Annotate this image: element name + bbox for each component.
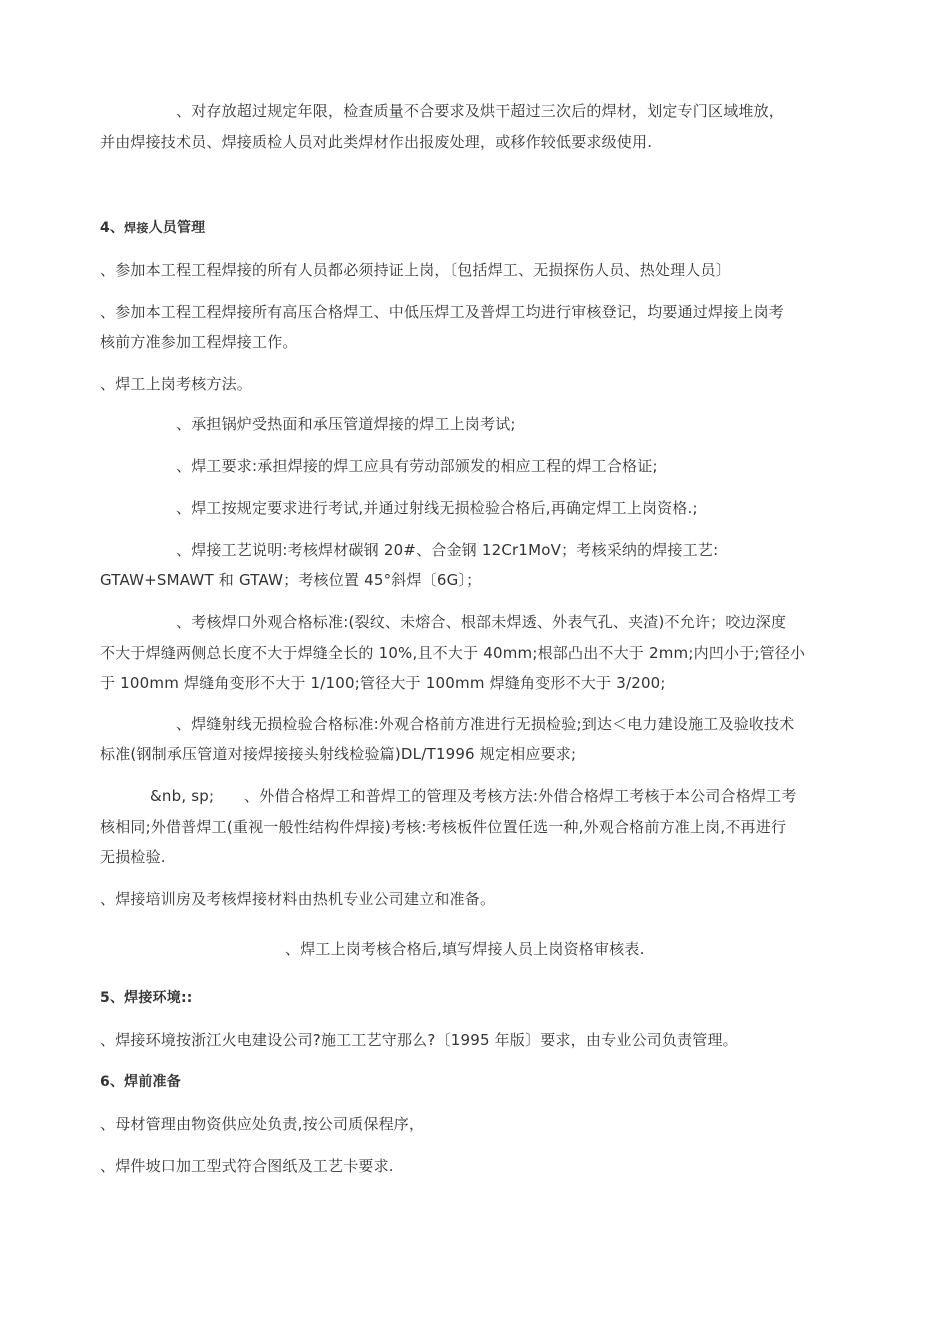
paragraph-line: 不大于焊缝两侧总长度不大于焊缝全长的 10%,且不大于 40mm;根部凸出不大于 2mm;内凹小于;管径小 [100,644,806,662]
paragraph-line: 、对存放超过规定年限，检查质量不合要求及烘干超过三次后的焊材，划定专门区域堆放， [176,102,785,120]
paragraph-line: 、焊接工艺说明:考核焊材碳钢 20#、合金钢 12Cr1MoV；考核采纳的焊接工艺: [176,541,719,559]
paragraph-line: 并由焊接技术员、焊接质检人员对此类焊材作出报废处理，或移作较低要求级使用. [100,133,653,151]
section-heading-5: 5、焊接环境:: [100,990,193,1006]
paragraph-line: 、承担锅炉受热面和承压管道焊接的焊工上岗考试; [176,415,516,433]
paragraph-line: 于 100mm 焊缝角变形不大于 1/100;管径大于 100mm 焊缝角变形不大于 3/200; [100,674,666,692]
paragraph-line: 标准(钢制承压管道对接焊接接头射线检验篇)DL/T1996 规定相应要求; [100,745,577,763]
paragraph-line: 、母材管理由物资供应处负责,按公司质保程序， [100,1115,425,1133]
paragraph-line: 、焊工上岗考核方法。 [100,375,253,393]
section-heading-4 [100,213,205,243]
paragraph-line: 、参加本工程工程焊接所有高压合格焊工、中低压焊工及普焊工均进行审核登记，均要通过焊接上岗考 [100,303,785,321]
heading-text: 人员管理 [148,220,206,236]
paragraph-line: 无损检验. [100,848,166,866]
paragraph-line: 、焊缝射线无损检验合格标准:外观合格前方准进行无损检验;到达＜电力建设施工及验收技术 [176,715,795,733]
paragraph-line: 核相同;外借普焊工(重视一般性结构件焊接)考核:考核板件位置任选一种,外观合格前方准上岗,不再进行 [100,818,787,836]
paragraph-line: 、参加本工程工程焊接的所有人员都必须持证上岗，〔包括焊工、无损探伤人员、热处理人员〕 [100,261,731,279]
heading-small-text: 焊接 [124,221,149,235]
section-heading-6: 6、焊前准备 [100,1074,181,1090]
heading-number: 4、 [100,220,125,236]
paragraph-line: 、焊工上岗考核合格后,填写焊接人员上岗资格审核表. [285,940,645,958]
paragraph-line: &nb, sp; 、外借合格焊工和普焊工的管理及考核方法:外借合格焊工考核于本公司合格焊工考 [150,787,797,805]
paragraph-line: 、焊工按规定要求进行考试,并通过射线无损检验合格后,再确定焊工上岗资格.; [176,499,698,517]
paragraph-line: 核前方准参加工程焊接工作。 [100,333,298,351]
paragraph-line: GTAW+SMAWT 和 GTAW；考核位置 45°斜焊〔6G〕； [100,571,482,589]
paragraph-line: 、焊接培训房及考核焊接材料由热机专业公司建立和准备。 [100,890,496,908]
paragraph-line: 、焊工要求:承担焊接的焊工应具有劳动部颁发的相应工程的焊工合格证; [176,457,658,475]
paragraph-line: 、考核焊口外观合格标准:(裂纹、未熔合、根部未焊透、外表气孔、夹渣)不允许；咬边深度 [176,613,787,631]
paragraph-line: 、焊接环境按浙江火电建设公司?施工工艺守那么?〔1995 年版〕要求，由专业公司负责管理。 [100,1031,738,1049]
paragraph-line: 、焊件坡口加工型式符合图纸及工艺卡要求. [100,1157,394,1175]
